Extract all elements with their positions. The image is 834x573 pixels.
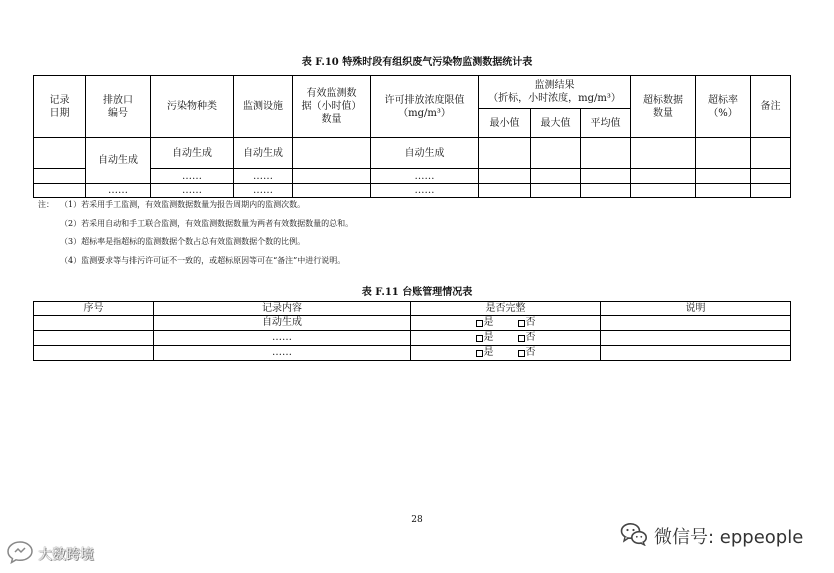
header-outlet-id: 排放口 编号 xyxy=(86,76,151,138)
header-monitoring-results: 监测结果 （折标，小时浓度，mg/m³） xyxy=(479,76,631,109)
cell-is-complete xyxy=(411,316,601,331)
checkbox-yes-label: 是 xyxy=(483,347,494,358)
cell-remark xyxy=(751,184,791,198)
cell-max xyxy=(531,138,581,169)
page-number: 28 xyxy=(411,515,423,525)
speech-bubble-logo-icon xyxy=(6,540,34,568)
cell-valid-count xyxy=(293,169,371,184)
checkbox-yes-label: 是 xyxy=(483,317,494,328)
checkbox-icon xyxy=(476,320,483,327)
cell-min xyxy=(479,184,531,198)
cell-outlet: 自动生成 xyxy=(86,138,151,184)
cell-date xyxy=(34,169,86,184)
cell-avg xyxy=(581,138,631,169)
header-is-complete: 是否完整 xyxy=(411,302,601,316)
checkbox-yes xyxy=(476,317,494,329)
cell-valid-count xyxy=(293,138,371,169)
header-pollutant-type: 污染物种类 xyxy=(151,76,234,138)
cell-record-content: …… xyxy=(154,346,411,361)
checkbox-yes xyxy=(476,332,494,344)
header-monitoring-facility: 监测设施 xyxy=(234,76,293,138)
table-row xyxy=(34,138,791,169)
table-f10-title: 表 F.10 特殊时段有组织废气污染物监测数据统计表 xyxy=(301,57,533,68)
cell-description xyxy=(601,331,791,346)
cell-exceed-rate xyxy=(696,169,751,184)
cell-facility: 自动生成 xyxy=(234,138,293,169)
cell-serial-no xyxy=(34,331,154,346)
table-row xyxy=(34,316,791,331)
header-record-content: 记录内容 xyxy=(154,302,411,316)
checkbox-icon xyxy=(518,350,525,357)
header-description: 说明 xyxy=(601,302,791,316)
cell-pollutant: …… xyxy=(151,169,234,184)
cell-description xyxy=(601,316,791,331)
header-exceed-rate: 超标率 （%） xyxy=(696,76,751,138)
cell-max xyxy=(531,169,581,184)
wechat-icon xyxy=(620,522,648,550)
cell-pollutant: 自动生成 xyxy=(151,138,234,169)
checkbox-icon xyxy=(476,335,483,342)
header-permitted-limit: 许可排放浓度限值 （mg/m³） xyxy=(371,76,479,138)
note-item: （1）若采用手工监测，有效监测数据数量为报告周期内的监测次数。 xyxy=(60,200,306,209)
table-row xyxy=(34,346,791,361)
checkbox-yes xyxy=(476,347,494,359)
watermark-left xyxy=(6,540,94,568)
header-valid-data-count: 有效监测数 据（小时值） 数量 xyxy=(293,76,371,138)
cell-max xyxy=(531,184,581,198)
cell-facility: …… xyxy=(234,184,293,198)
cell-remark xyxy=(751,138,791,169)
cell-serial-no xyxy=(34,316,154,331)
cell-limit: …… xyxy=(371,169,479,184)
cell-date xyxy=(34,184,86,198)
checkbox-no-label: 否 xyxy=(525,347,536,358)
cell-limit: …… xyxy=(371,184,479,198)
cell-avg xyxy=(581,169,631,184)
note-item: （3）超标率是指超标的监测数据个数占总有效监测数据个数的比例。 xyxy=(60,237,306,246)
header-max: 最大值 xyxy=(531,109,581,138)
cell-record-content: 自动生成 xyxy=(154,316,411,331)
cell-is-complete xyxy=(411,346,601,361)
cell-pollutant: …… xyxy=(151,184,234,198)
table-row xyxy=(34,184,791,198)
note-item: （4）监测要求等与排污许可证不一致的，或超标原因等可在“备注”中进行说明。 xyxy=(60,256,346,265)
cell-facility: …… xyxy=(234,169,293,184)
table-f11 xyxy=(33,301,791,361)
checkbox-no xyxy=(518,332,536,344)
cell-exceed-count xyxy=(631,138,696,169)
header-avg: 平均值 xyxy=(581,109,631,138)
checkbox-no xyxy=(518,347,536,359)
cell-valid-count xyxy=(293,184,371,198)
cell-is-complete xyxy=(411,331,601,346)
table-f11-title: 表 F.11 台账管理情况表 xyxy=(361,287,473,298)
header-serial-no: 序号 xyxy=(34,302,154,316)
watermark-right xyxy=(620,522,803,550)
checkbox-no xyxy=(518,317,536,329)
cell-exceed-rate xyxy=(696,184,751,198)
checkbox-no-label: 否 xyxy=(525,317,536,328)
checkbox-no-label: 否 xyxy=(525,332,536,343)
cell-exceed-count xyxy=(631,184,696,198)
cell-serial-no xyxy=(34,346,154,361)
header-min: 最小值 xyxy=(479,109,531,138)
cell-min xyxy=(479,138,531,169)
cell-avg xyxy=(581,184,631,198)
cell-min xyxy=(479,169,531,184)
checkbox-icon xyxy=(518,320,525,327)
checkbox-yes-label: 是 xyxy=(483,332,494,343)
header-record-date: 记录 日期 xyxy=(34,76,86,138)
cell-description xyxy=(601,346,791,361)
header-exceed-count: 超标数据 数量 xyxy=(631,76,696,138)
checkbox-icon xyxy=(476,350,483,357)
cell-outlet: …… xyxy=(86,184,151,198)
cell-remark xyxy=(751,169,791,184)
watermark-right-text: 微信号: eppeople xyxy=(654,527,804,548)
cell-exceed-count xyxy=(631,169,696,184)
cell-record-content: …… xyxy=(154,331,411,346)
table-row xyxy=(34,331,791,346)
header-remark: 备注 xyxy=(751,76,791,138)
cell-exceed-rate xyxy=(696,138,751,169)
watermark-left-text: 大数跨境 xyxy=(38,547,94,563)
cell-date xyxy=(34,138,86,169)
cell-limit: 自动生成 xyxy=(371,138,479,169)
notes-label: 注： xyxy=(38,200,54,209)
note-item: （2）若采用自动和手工联合监测，有效监测数据数量为两者有效数据数量的总和。 xyxy=(60,219,354,228)
table-f10 xyxy=(33,75,791,198)
checkbox-icon xyxy=(518,335,525,342)
